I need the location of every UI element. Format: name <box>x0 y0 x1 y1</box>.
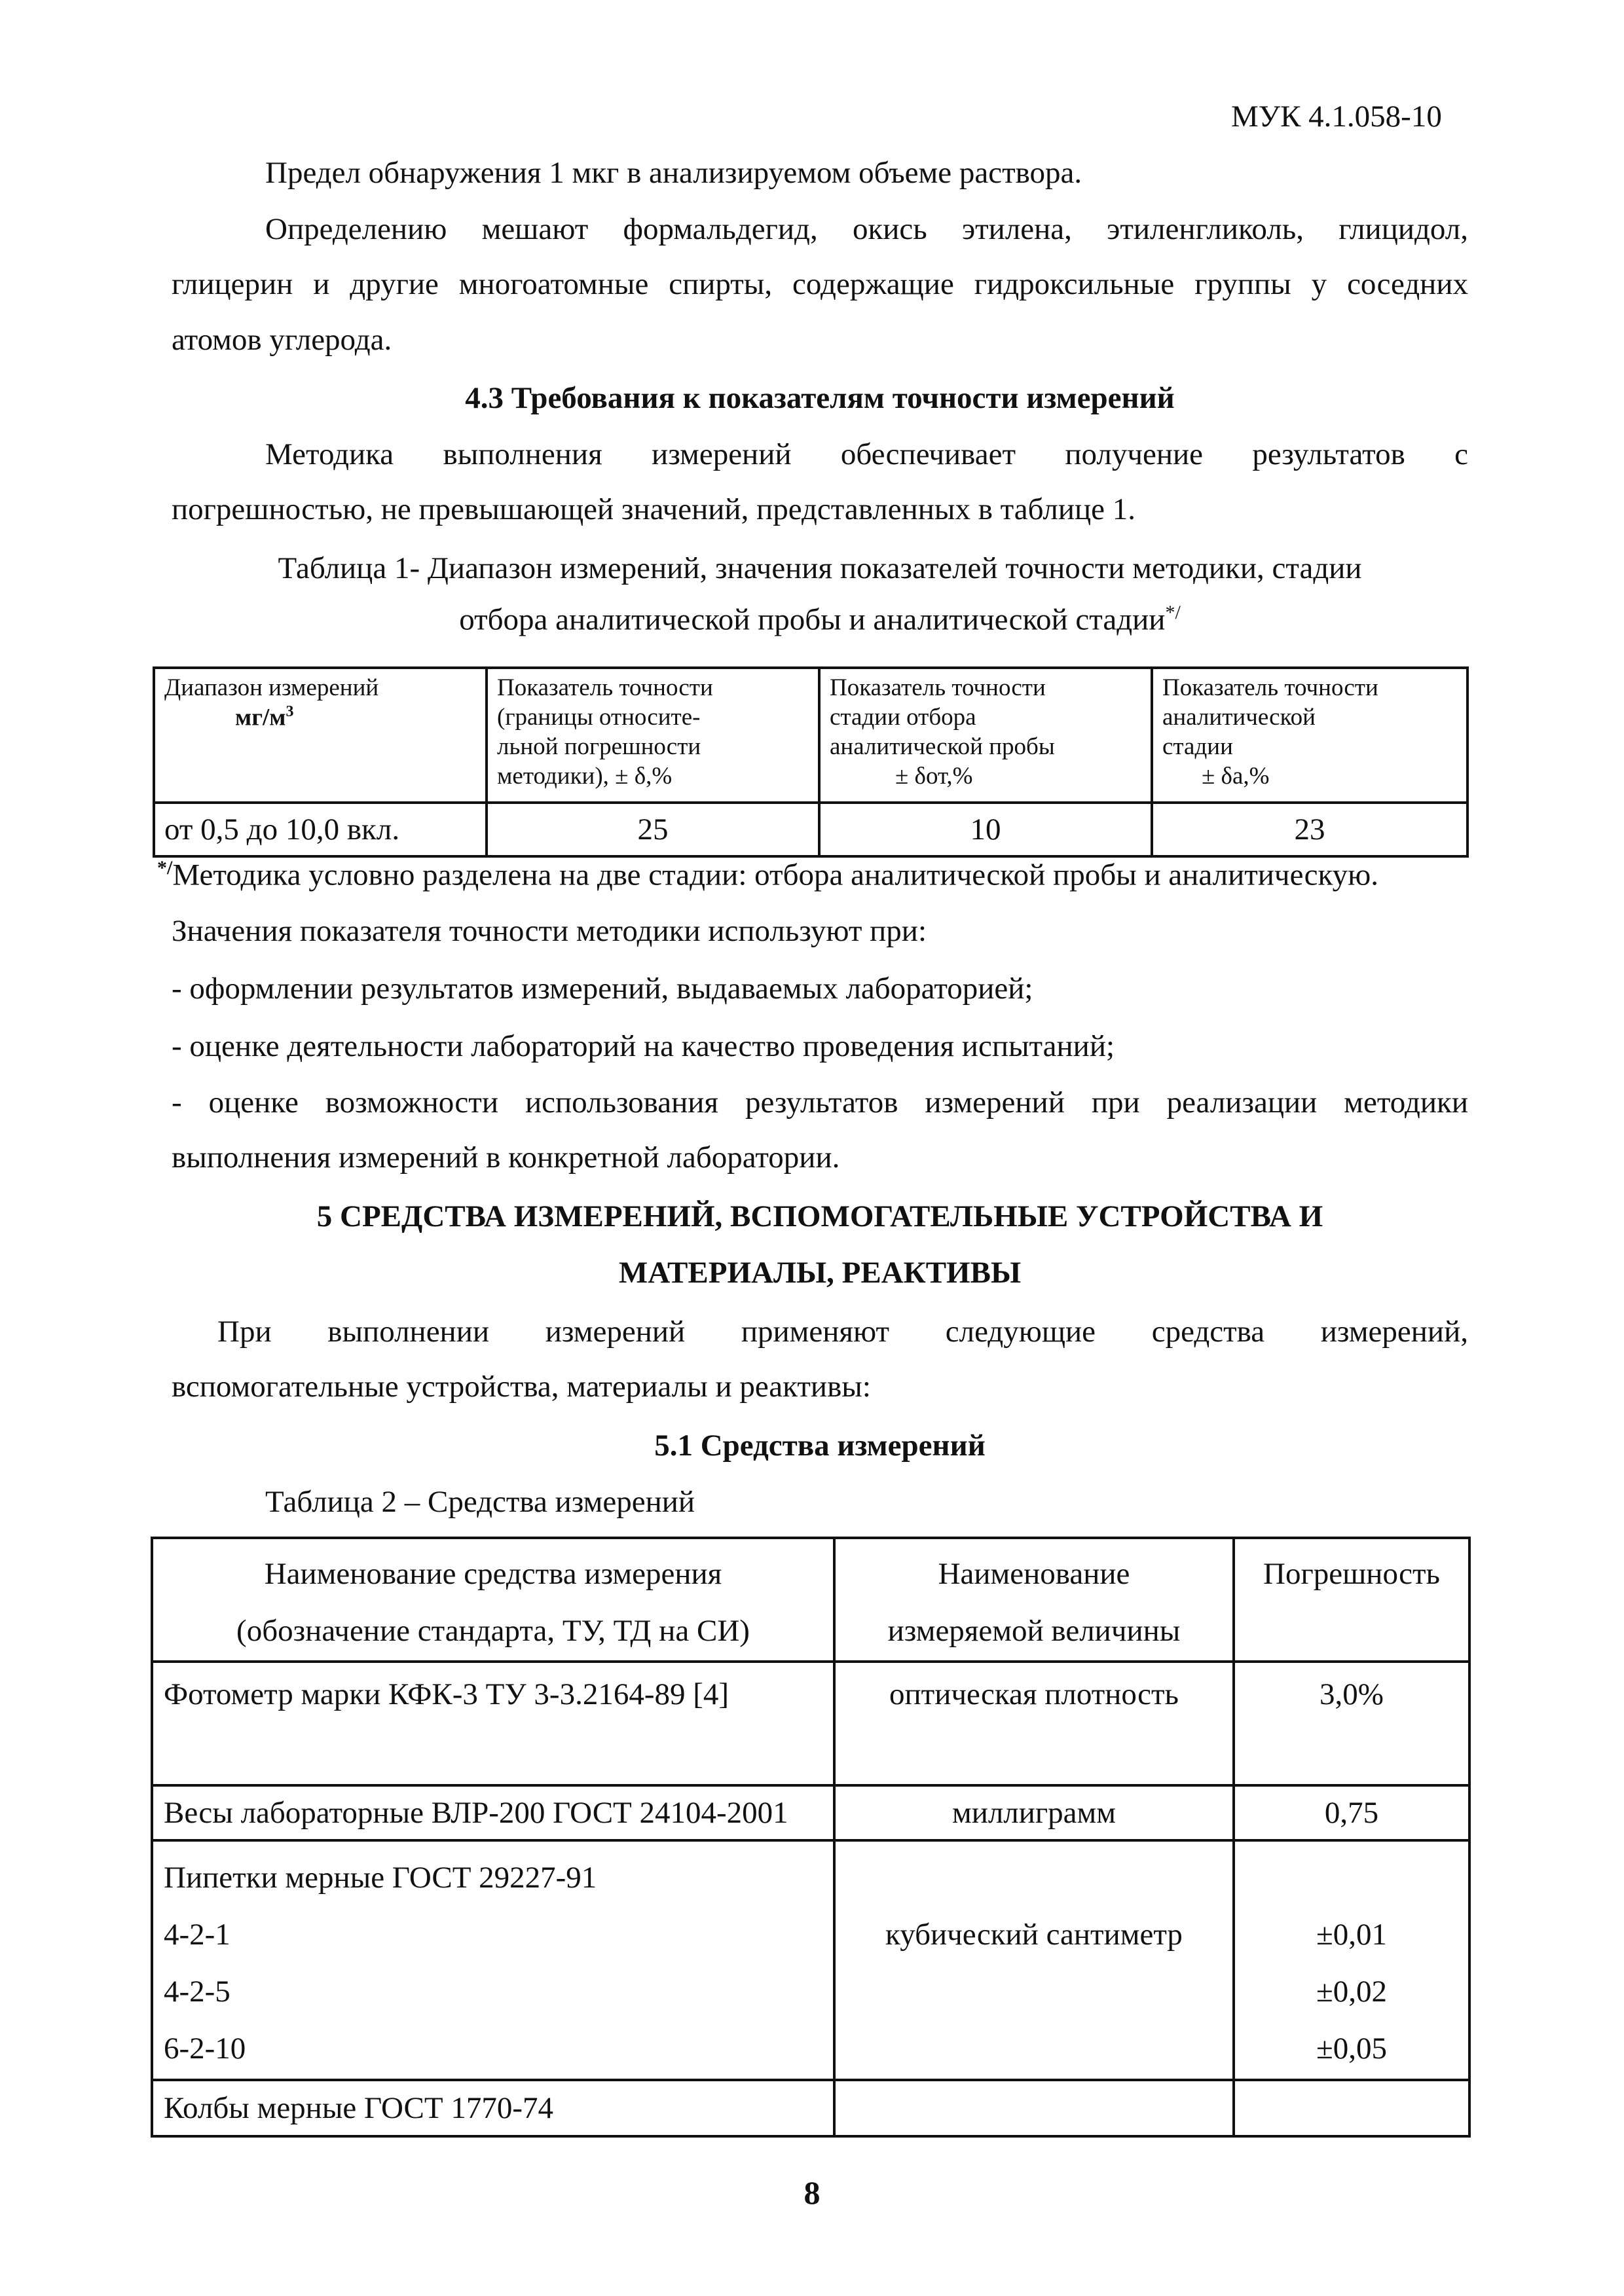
interference-line-3: атомов углерода. <box>172 322 392 357</box>
table2-header-name: Наименование средства измерения (обозначение стандарта, ТУ, ТД на СИ) <box>152 1538 834 1662</box>
table1-cell-delta-ot: 10 <box>819 803 1152 856</box>
table1-cell-delta-a: 23 <box>1152 803 1467 856</box>
usage-item-1: - оформлении результатов измерений, выдаваемых лабораторией; <box>172 972 1033 1006</box>
pipette-4-2-1: 4-2-1 <box>164 1917 231 1952</box>
interference-line-1: Определению мешают формальдегид, окись этилена, этиленгликоль, глицидол, <box>265 212 1468 246</box>
table1-header-analytical-accuracy: Показатель точности аналитической стадии ± δа,% <box>1152 668 1467 803</box>
table2-cell-error: 0,75 <box>1234 1785 1469 1840</box>
document-code: МУК 4.1.058-10 <box>1231 100 1442 134</box>
interference-line-2: глицерин и другие многоатомные спирты, содержащие гидроксильные группы у соседних <box>172 267 1468 302</box>
table2-instruments <box>151 1537 1471 2138</box>
table1-caption-line-2: отбора аналитической пробы и аналитической стадии*/ <box>459 602 1181 638</box>
accuracy-paragraph <box>172 436 1468 528</box>
table1-header-range: Диапазон измерений $мг/м^3$ <box>154 668 487 803</box>
table1-row <box>154 803 1467 856</box>
instruments-intro-line-1: При выполнении измерений применяют следующие средства измерений, <box>217 1315 1468 1349</box>
section-4-3-heading: 4.3 Требования к показателям точности измерений <box>465 381 1175 415</box>
table1-cell-range: от 0,5 до 10,0 вкл. <box>154 803 487 856</box>
table2-cell-name: Колбы мерные ГОСТ 1770-74 <box>152 2080 834 2136</box>
table2-caption: Таблица 2 – Средства измерений <box>265 1485 695 1519</box>
table2-header-error: Погрешность <box>1234 1538 1469 1662</box>
usage-item-3-line-1: - оценке возможности использования результатов измерений при реализации методики <box>172 1085 1468 1120</box>
interference-paragraph <box>172 211 1468 358</box>
usage-item-3-line-2: выполнения измерений в конкретной лаборатории. <box>172 1140 840 1175</box>
section-5-heading-line-2: МАТЕРИАЛЫ, РЕАКТИВЫ <box>618 1256 1022 1290</box>
section-5-1-heading: 5.1 Средства измерений <box>654 1429 986 1463</box>
pipette-4-2-5: 4-2-5 <box>164 1974 231 2009</box>
table2-cell-name: Весы лабораторные ВЛР-200 ГОСТ 24104-2001 <box>152 1785 834 1840</box>
table1-footnote: */Методика условно разделена на две стадии: отбора аналитической пробы и аналитическую. <box>157 857 1378 892</box>
table2-header-row <box>152 1538 1469 1662</box>
table2-header-quantity: Наименование измеряемой величины <box>834 1538 1234 1662</box>
table2-cell-error: ±0,01 ±0,02 ±0,05 <box>1234 1840 1469 2080</box>
table1-caption <box>172 550 1468 638</box>
table1-caption-line-1: Таблица 1- Диапазон измерений, значения показателей точности методики, стадии <box>278 551 1362 585</box>
table1-accuracy <box>153 666 1469 858</box>
section-5-heading <box>172 1198 1468 1292</box>
table-row <box>152 1840 1469 2080</box>
table2-cell-quantity: оптическая плотность <box>834 1662 1234 1785</box>
section-5-heading-line-1: 5 СРЕДСТВА ИЗМЕРЕНИЙ, ВСПОМОГАТЕЛЬНЫЕ УСТРОЙСТВА И <box>316 1199 1323 1233</box>
table2-cell-error: 3,0% <box>1234 1662 1469 1785</box>
table-row <box>152 2080 1469 2136</box>
usage-item-3 <box>172 1084 1468 1176</box>
instruments-intro-line-2: вспомогательные устройства, материалы и реактивы: <box>172 1370 871 1404</box>
table2-cell-name: Фотометр марки КФК-3 ТУ 3-3.2164-89 [4] <box>152 1662 834 1785</box>
table1-header-row <box>154 668 1467 803</box>
usage-item-2: - оценке деятельности лабораторий на качество проведения испытаний; <box>172 1029 1115 1063</box>
table1-cell-delta: 25 <box>487 803 819 856</box>
footnote-marker-ref: */ <box>157 857 173 879</box>
table1-header-sampling-accuracy: Показатель точности стадии отбора аналитической пробы ± δот,% <box>819 668 1152 803</box>
usage-intro: Значения показателя точности методики используют при: <box>172 914 927 948</box>
page-number: 8 <box>803 2174 821 2211</box>
pipette-6-2-10: 6-2-10 <box>164 2031 246 2066</box>
accuracy-line-2: погрешностью, не превышающей значений, представленных в таблице 1. <box>172 492 1136 527</box>
detection-limit-paragraph: Предел обнаружения 1 мкг в анализируемом объеме раствора. <box>265 156 1082 190</box>
table-row <box>152 1662 1469 1785</box>
table2-cell-quantity: миллиграмм <box>834 1785 1234 1840</box>
accuracy-line-1: Методика выполнения измерений обеспечивает получение результатов с <box>265 437 1468 471</box>
footnote-marker: */ <box>1165 602 1181 624</box>
table-row <box>152 1785 1469 1840</box>
table2-cell-name: Пипетки мерные ГОСТ 29227-91 4-2-1 4-2-5 6-2-10 <box>152 1840 834 2080</box>
table2-cell-quantity <box>834 2080 1234 2136</box>
table2-cell-quantity: кубический сантиметр <box>834 1840 1234 2080</box>
table2-cell-error <box>1234 2080 1469 2136</box>
instruments-intro-paragraph <box>172 1313 1468 1406</box>
table1-header-method-accuracy: Показатель точности (границы относите- льной погрешности методики), ± δ,% <box>487 668 819 803</box>
